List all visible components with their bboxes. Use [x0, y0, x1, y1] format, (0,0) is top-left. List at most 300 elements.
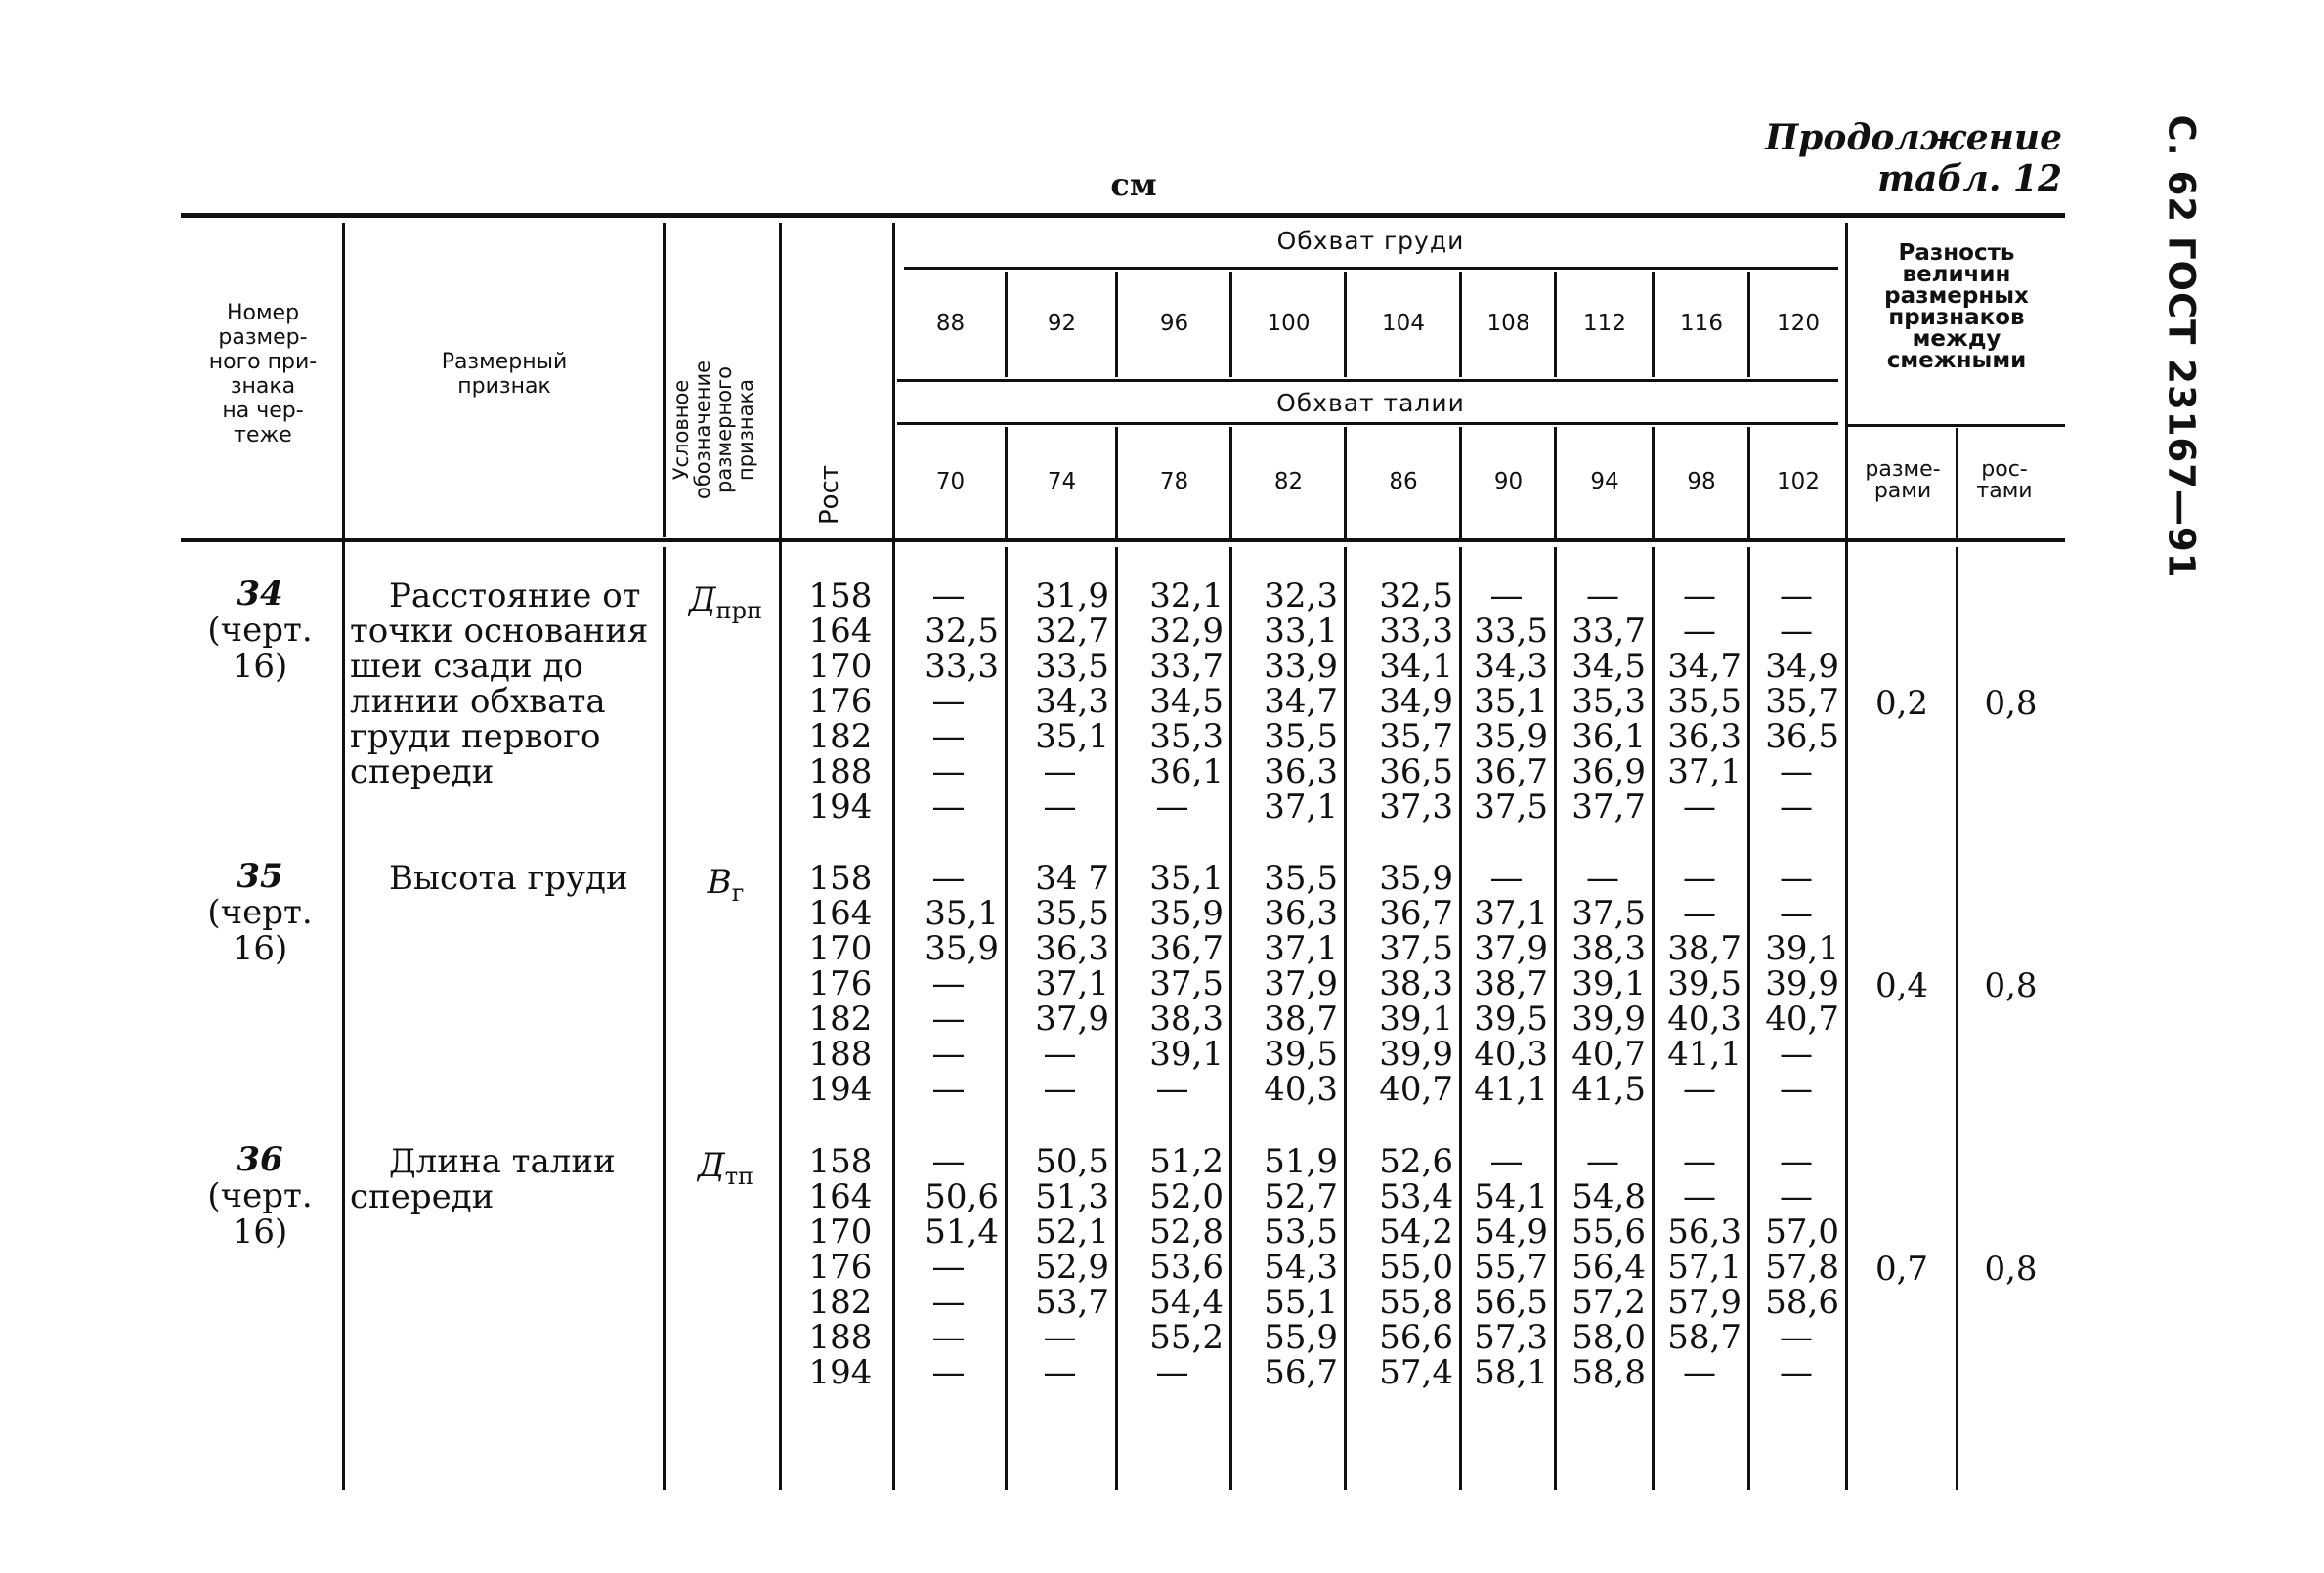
value-cell: 58,0	[1571, 1318, 1646, 1357]
value-cell: 41,1	[1667, 1035, 1742, 1074]
value-cell: 58,6	[1765, 1283, 1839, 1322]
diff-between-sizes: 0,2	[1874, 684, 1929, 723]
value-cell: 57,8	[1765, 1248, 1839, 1287]
value-cell: 37,1	[1474, 894, 1548, 933]
waist-size-86: 86	[1389, 469, 1418, 494]
empty-cell: —	[1780, 576, 1813, 616]
empty-cell: —	[1780, 1318, 1813, 1357]
value-cell: 35,1	[1035, 717, 1109, 756]
header-line: смежными	[1886, 348, 2027, 373]
value-column-96	[1121, 578, 1224, 825]
feature-line: линии обхвата	[350, 682, 606, 721]
value-cell: 35,1	[925, 894, 999, 933]
value-cell: 55,6	[1571, 1212, 1646, 1252]
value-cell: 55,7	[1474, 1248, 1548, 1287]
value-cell: 35,5	[1264, 859, 1338, 898]
value-cell: 38,7	[1667, 929, 1742, 968]
chest-size-120: 120	[1777, 311, 1820, 336]
empty-cell: —	[1586, 1142, 1619, 1181]
value-cell: 35,5	[1035, 894, 1109, 933]
header-line: размерных	[1884, 283, 2029, 309]
value-cell: 33,7	[1149, 647, 1224, 686]
value-cell: 54,1	[1474, 1177, 1548, 1216]
value-cell: 35,7	[1379, 717, 1453, 756]
value-cell: 57,4	[1379, 1353, 1453, 1392]
column-line	[1459, 547, 1462, 1490]
height-value: 176	[808, 964, 873, 1003]
value-cell: 34,5	[1149, 682, 1224, 721]
empty-cell: —	[931, 1353, 966, 1392]
row-index-34	[181, 576, 339, 685]
empty-cell: —	[1683, 576, 1716, 616]
value-column-100	[1235, 578, 1338, 825]
empty-cell: —	[1489, 576, 1524, 616]
waist-title-bottom-rule	[897, 422, 1838, 425]
value-cell: 34,9	[1379, 682, 1453, 721]
value-column-100	[1235, 1144, 1338, 1390]
diff-between-heights: 0,8	[1984, 684, 2038, 723]
empty-cell: —	[1043, 752, 1077, 791]
chest-size-100: 100	[1267, 311, 1311, 336]
value-cell: 33,5	[1035, 647, 1109, 686]
value-cell: 57,2	[1571, 1283, 1646, 1322]
value-cell: 37,5	[1379, 929, 1453, 968]
value-column-120	[1753, 1144, 1839, 1390]
value-cell: 39,9	[1571, 999, 1646, 1039]
value-cell: 52,1	[1035, 1212, 1109, 1252]
value-cell: 40,7	[1765, 999, 1839, 1039]
feature-column-header	[347, 350, 662, 399]
chest-size-112: 112	[1583, 311, 1626, 336]
height-value: 182	[808, 1283, 873, 1322]
value-cell: 38,3	[1379, 964, 1453, 1003]
header-line: признак	[457, 374, 551, 399]
value-cell: 40,3	[1474, 1035, 1548, 1074]
empty-cell: —	[1780, 894, 1813, 933]
empty-cell: —	[931, 717, 966, 756]
between-sizes-header	[1850, 459, 1956, 502]
value-cell: 57,1	[1667, 1248, 1742, 1287]
height-values	[792, 1144, 889, 1390]
waist-size-90: 90	[1493, 469, 1524, 494]
empty-cell: —	[1155, 1070, 1189, 1109]
value-cell: 36,5	[1765, 717, 1839, 756]
value-column-120	[1753, 861, 1839, 1107]
height-value: 188	[808, 1318, 873, 1357]
value-cell: 35,9	[1379, 859, 1453, 898]
empty-cell: —	[931, 964, 966, 1003]
value-cell: 36,9	[1571, 752, 1646, 791]
column-line	[1956, 547, 1958, 1490]
value-cell: 52,0	[1149, 1177, 1224, 1216]
value-cell: 53,6	[1149, 1248, 1224, 1287]
value-column-120	[1753, 578, 1839, 825]
value-cell: 50,5	[1035, 1142, 1109, 1181]
unit-label: см	[1110, 166, 1157, 203]
column-line	[1229, 547, 1232, 1490]
height-values	[792, 578, 889, 825]
value-cell: 37,9	[1264, 964, 1338, 1003]
value-cell: 32,1	[1149, 576, 1224, 616]
value-cell: 36,7	[1379, 894, 1453, 933]
empty-cell: —	[1683, 1070, 1716, 1109]
header-line: обозначение	[691, 360, 714, 500]
empty-cell: —	[1043, 1353, 1077, 1392]
value-cell: 51,4	[925, 1212, 999, 1252]
value-cell: 40,7	[1379, 1070, 1453, 1109]
header-line: Номер	[226, 301, 300, 325]
waist-size-74: 74	[1047, 469, 1077, 494]
value-cell: 37,1	[1264, 787, 1338, 827]
waist-size-102: 102	[1777, 469, 1820, 494]
value-cell: 36,3	[1264, 894, 1338, 933]
value-cell: 56,4	[1571, 1248, 1646, 1287]
diff-split-rule	[1847, 424, 2065, 427]
value-column-92	[1011, 578, 1109, 825]
empty-cell: —	[931, 1142, 966, 1181]
side-page-header	[2142, 114, 2220, 579]
value-cell: 35,5	[1667, 682, 1742, 721]
value-cell: 58,8	[1571, 1353, 1646, 1392]
value-cell: 37,7	[1571, 787, 1646, 827]
value-column-92	[1011, 861, 1109, 1107]
value-cell: 37,1	[1667, 752, 1742, 791]
value-cell: 52,7	[1264, 1177, 1338, 1216]
table-top-rule	[181, 213, 2065, 218]
value-cell: 57,3	[1474, 1318, 1548, 1357]
value-cell: 34,3	[1474, 647, 1548, 686]
empty-cell: —	[1043, 1318, 1077, 1357]
value-cell: 37,9	[1035, 999, 1109, 1039]
feature-line: точки основания	[350, 612, 649, 651]
value-cell: 38,3	[1149, 999, 1224, 1039]
height-value: 158	[808, 576, 873, 616]
value-cell: 32,5	[925, 612, 999, 651]
empty-cell: —	[1043, 1035, 1077, 1074]
value-cell: 37,3	[1379, 787, 1453, 827]
value-cell: 55,9	[1264, 1318, 1338, 1357]
diff-between-heights: 0,8	[1984, 1250, 2038, 1289]
value-cell: 34 7	[1035, 859, 1109, 898]
empty-cell: —	[1780, 752, 1813, 791]
empty-cell: —	[1155, 787, 1189, 827]
value-cell: 36,3	[1035, 929, 1109, 968]
value-cell: 37,5	[1149, 964, 1224, 1003]
feature-line: Расстояние от	[389, 576, 641, 616]
value-cell: 39,9	[1765, 964, 1839, 1003]
value-cell: 39,1	[1149, 1035, 1224, 1074]
empty-cell: —	[1780, 787, 1813, 827]
value-cell: 35,1	[1149, 859, 1224, 898]
value-cell: 33,3	[1379, 612, 1453, 651]
empty-cell: —	[931, 682, 966, 721]
chest-size-104: 104	[1382, 311, 1425, 336]
value-cell: 38,7	[1264, 999, 1338, 1039]
value-column-96	[1121, 1144, 1224, 1390]
height-value: 158	[808, 859, 873, 898]
empty-cell: —	[1780, 1177, 1813, 1216]
value-cell: 51,3	[1035, 1177, 1109, 1216]
header-line: тами	[1976, 479, 2033, 503]
value-cell: 34,5	[1571, 647, 1646, 686]
value-cell: 41,1	[1474, 1070, 1548, 1109]
height-value: 170	[808, 647, 873, 686]
value-cell: 41,5	[1571, 1070, 1646, 1109]
value-cell: 51,2	[1149, 1142, 1224, 1181]
value-cell: 52,9	[1035, 1248, 1109, 1287]
value-cell: 40,7	[1571, 1035, 1646, 1074]
height-value: 188	[808, 752, 873, 791]
empty-cell: —	[1780, 1142, 1813, 1181]
empty-cell: —	[931, 859, 966, 898]
feature-line: спереди	[350, 1177, 495, 1216]
feature-name	[350, 861, 661, 896]
column-line	[663, 223, 666, 537]
value-cell: 38,3	[1571, 929, 1646, 968]
feature-symbol: $Д_{тп}$	[698, 1146, 753, 1190]
height-value: 194	[808, 1070, 873, 1109]
value-cell: 55,1	[1264, 1283, 1338, 1322]
value-cell: 55,2	[1149, 1318, 1224, 1357]
value-cell: 53,4	[1379, 1177, 1453, 1216]
value-column-104	[1350, 578, 1453, 825]
empty-cell: —	[1683, 612, 1716, 651]
value-cell: 36,7	[1149, 929, 1224, 968]
height-value: 170	[808, 929, 873, 968]
column-line	[1652, 547, 1655, 1490]
height-value: 176	[808, 1248, 873, 1287]
header-line: знака	[230, 374, 296, 399]
header-line: между	[1912, 326, 2001, 352]
value-cell: 37,5	[1474, 787, 1548, 827]
value-cell: 56,7	[1264, 1353, 1338, 1392]
value-column-108	[1465, 861, 1548, 1107]
value-cell: 40,3	[1264, 1070, 1338, 1109]
value-cell: 35,9	[1149, 894, 1224, 933]
feature-symbol-subscript: г	[731, 878, 745, 907]
column-line	[1747, 547, 1750, 1490]
feature-line: спереди	[350, 752, 495, 791]
feature-line: Высота груди	[389, 859, 628, 898]
height-value: 176	[808, 682, 873, 721]
empty-cell: —	[1780, 1035, 1813, 1074]
row-index-35	[181, 859, 339, 967]
height-value: 164	[808, 1177, 873, 1216]
height-value: 182	[808, 999, 873, 1039]
feature-symbol-subscript: прп	[715, 596, 762, 624]
value-cell: 57,9	[1667, 1283, 1742, 1322]
value-cell: 39,1	[1379, 999, 1453, 1039]
empty-cell: —	[931, 787, 966, 827]
value-cell: 32,5	[1379, 576, 1453, 616]
empty-cell: —	[931, 576, 966, 616]
empty-cell: —	[1155, 1353, 1189, 1392]
value-cell: 33,3	[925, 647, 999, 686]
value-cell: 36,7	[1474, 752, 1548, 791]
row-drawing-ref: (черт. 16)	[207, 893, 313, 968]
feature-line: шеи сзади до	[350, 647, 583, 686]
column-line	[1115, 547, 1118, 1490]
header-line: разме-	[1865, 457, 1941, 482]
column-line	[663, 547, 666, 1490]
value-cell: 34,7	[1264, 682, 1338, 721]
value-column-108	[1465, 1144, 1548, 1390]
value-column-116	[1657, 861, 1742, 1107]
feature-symbol-subscript: тп	[724, 1162, 753, 1190]
value-cell: 35,9	[1474, 717, 1548, 756]
value-cell: 35,9	[925, 929, 999, 968]
value-cell: 54,3	[1264, 1248, 1338, 1287]
empty-cell: —	[931, 1318, 966, 1357]
value-column-104	[1350, 1144, 1453, 1390]
value-cell: 35,3	[1149, 717, 1224, 756]
empty-cell: —	[1586, 576, 1619, 616]
value-cell: 31,9	[1035, 576, 1109, 616]
waist-size-94: 94	[1590, 469, 1619, 494]
height-value: 164	[808, 894, 873, 933]
value-cell: 36,3	[1264, 752, 1338, 791]
value-cell: 52,6	[1379, 1142, 1453, 1181]
chest-size-96: 96	[1159, 311, 1189, 336]
header-line: ного при-	[208, 350, 318, 374]
diff-between-sizes: 0,4	[1874, 966, 1929, 1005]
row-drawing-ref: (черт. 16)	[207, 611, 313, 686]
height-value: 194	[808, 1353, 873, 1392]
value-column-88	[898, 578, 999, 825]
value-column-112	[1560, 578, 1646, 825]
empty-cell: —	[931, 1283, 966, 1322]
value-cell: 37,1	[1264, 929, 1338, 968]
feature-name	[350, 578, 661, 789]
empty-cell: —	[1683, 1353, 1716, 1392]
height-value: 164	[808, 612, 873, 651]
header-line: признаков	[1888, 305, 2025, 330]
empty-cell: —	[931, 1248, 966, 1287]
empty-cell: —	[931, 1070, 966, 1109]
value-cell: 39,5	[1474, 999, 1548, 1039]
side-page-header-text: С. 62 ГОСТ 23167—91	[2160, 114, 2203, 579]
empty-cell: —	[1043, 1070, 1077, 1109]
height-value: 188	[808, 1035, 873, 1074]
waist-size-78: 78	[1159, 469, 1189, 494]
waist-size-70: 70	[935, 469, 966, 494]
header-line: размер-	[218, 325, 308, 350]
value-column-88	[898, 861, 999, 1107]
row-index-number: 35	[237, 857, 283, 896]
value-column-100	[1235, 861, 1338, 1107]
header-line: Размерный	[441, 350, 568, 374]
header-line: рос-	[1981, 457, 2028, 482]
value-cell: 53,5	[1264, 1212, 1338, 1252]
value-cell: 36,1	[1149, 752, 1224, 791]
waist-size-98: 98	[1687, 469, 1716, 494]
header-line: признака	[734, 378, 757, 482]
empty-cell: —	[931, 1035, 966, 1074]
column-line	[1554, 547, 1557, 1490]
value-cell: 37,1	[1035, 964, 1109, 1003]
empty-cell: —	[1683, 1177, 1716, 1216]
empty-cell: —	[1586, 859, 1619, 898]
value-cell: 54,8	[1571, 1177, 1646, 1216]
empty-cell: —	[1489, 1142, 1524, 1181]
value-column-104	[1350, 861, 1453, 1107]
value-cell: 56,5	[1474, 1283, 1548, 1322]
value-cell: 53,7	[1035, 1283, 1109, 1322]
value-cell: 32,7	[1035, 612, 1109, 651]
column-line	[1005, 547, 1008, 1490]
number-column-header	[186, 301, 340, 447]
feature-line: Длина талии	[389, 1142, 616, 1181]
empty-cell: —	[1780, 612, 1813, 651]
value-cell: 32,3	[1264, 576, 1338, 616]
value-cell: 55,8	[1379, 1283, 1453, 1322]
empty-cell: —	[1683, 859, 1716, 898]
waist-girth-title: Обхват талии	[1276, 389, 1465, 417]
value-cell: 51,9	[1264, 1142, 1338, 1181]
empty-cell: —	[931, 999, 966, 1039]
value-cell: 39,9	[1379, 1035, 1453, 1074]
chest-girth-title: Обхват груди	[1276, 227, 1465, 255]
feature-name	[350, 1144, 661, 1214]
empty-cell: —	[1780, 1353, 1813, 1392]
waist-title-top-rule	[897, 379, 1838, 382]
value-cell: 35,5	[1264, 717, 1338, 756]
header-line: рами	[1873, 479, 1932, 503]
empty-cell: —	[1683, 1142, 1716, 1181]
value-cell: 39,5	[1264, 1035, 1338, 1074]
value-cell: 35,3	[1571, 682, 1646, 721]
value-cell: 34,9	[1765, 647, 1839, 686]
height-value: 170	[808, 1212, 873, 1252]
value-cell: 35,7	[1765, 682, 1839, 721]
empty-cell: —	[1489, 859, 1524, 898]
value-column-108	[1465, 578, 1548, 825]
row-index-number: 34	[237, 574, 283, 614]
height-value: 194	[808, 787, 873, 827]
height-values	[792, 861, 889, 1107]
value-cell: 35,1	[1474, 682, 1548, 721]
empty-cell: —	[931, 752, 966, 791]
column-line	[1344, 547, 1347, 1490]
column-line	[1956, 428, 1958, 538]
value-cell: 56,3	[1667, 1212, 1742, 1252]
chest-size-116: 116	[1680, 311, 1723, 336]
height-column-header: Рост	[815, 464, 844, 525]
value-cell: 57,0	[1765, 1212, 1839, 1252]
value-cell: 58,1	[1474, 1353, 1548, 1392]
value-cell: 54,9	[1474, 1212, 1548, 1252]
chest-size-92: 92	[1047, 311, 1077, 336]
value-cell: 39,5	[1667, 964, 1742, 1003]
empty-cell: —	[1780, 1070, 1813, 1109]
value-cell: 39,1	[1571, 964, 1646, 1003]
value-cell: 36,1	[1571, 717, 1646, 756]
height-value: 182	[808, 717, 873, 756]
chest-size-108: 108	[1486, 311, 1530, 336]
value-cell: 55,0	[1379, 1248, 1453, 1287]
value-column-112	[1560, 861, 1646, 1107]
value-cell: 37,5	[1571, 894, 1646, 933]
column-line	[779, 223, 782, 1490]
header-line: величин	[1902, 262, 2011, 287]
value-cell: 58,7	[1667, 1318, 1742, 1357]
table-header-bottom-rule	[181, 538, 2065, 542]
chest-title-rule	[904, 267, 1838, 270]
value-cell: 34,3	[1035, 682, 1109, 721]
value-cell: 33,7	[1571, 612, 1646, 651]
feature-line: груди первого	[350, 717, 601, 756]
value-cell: 50,6	[925, 1177, 999, 1216]
